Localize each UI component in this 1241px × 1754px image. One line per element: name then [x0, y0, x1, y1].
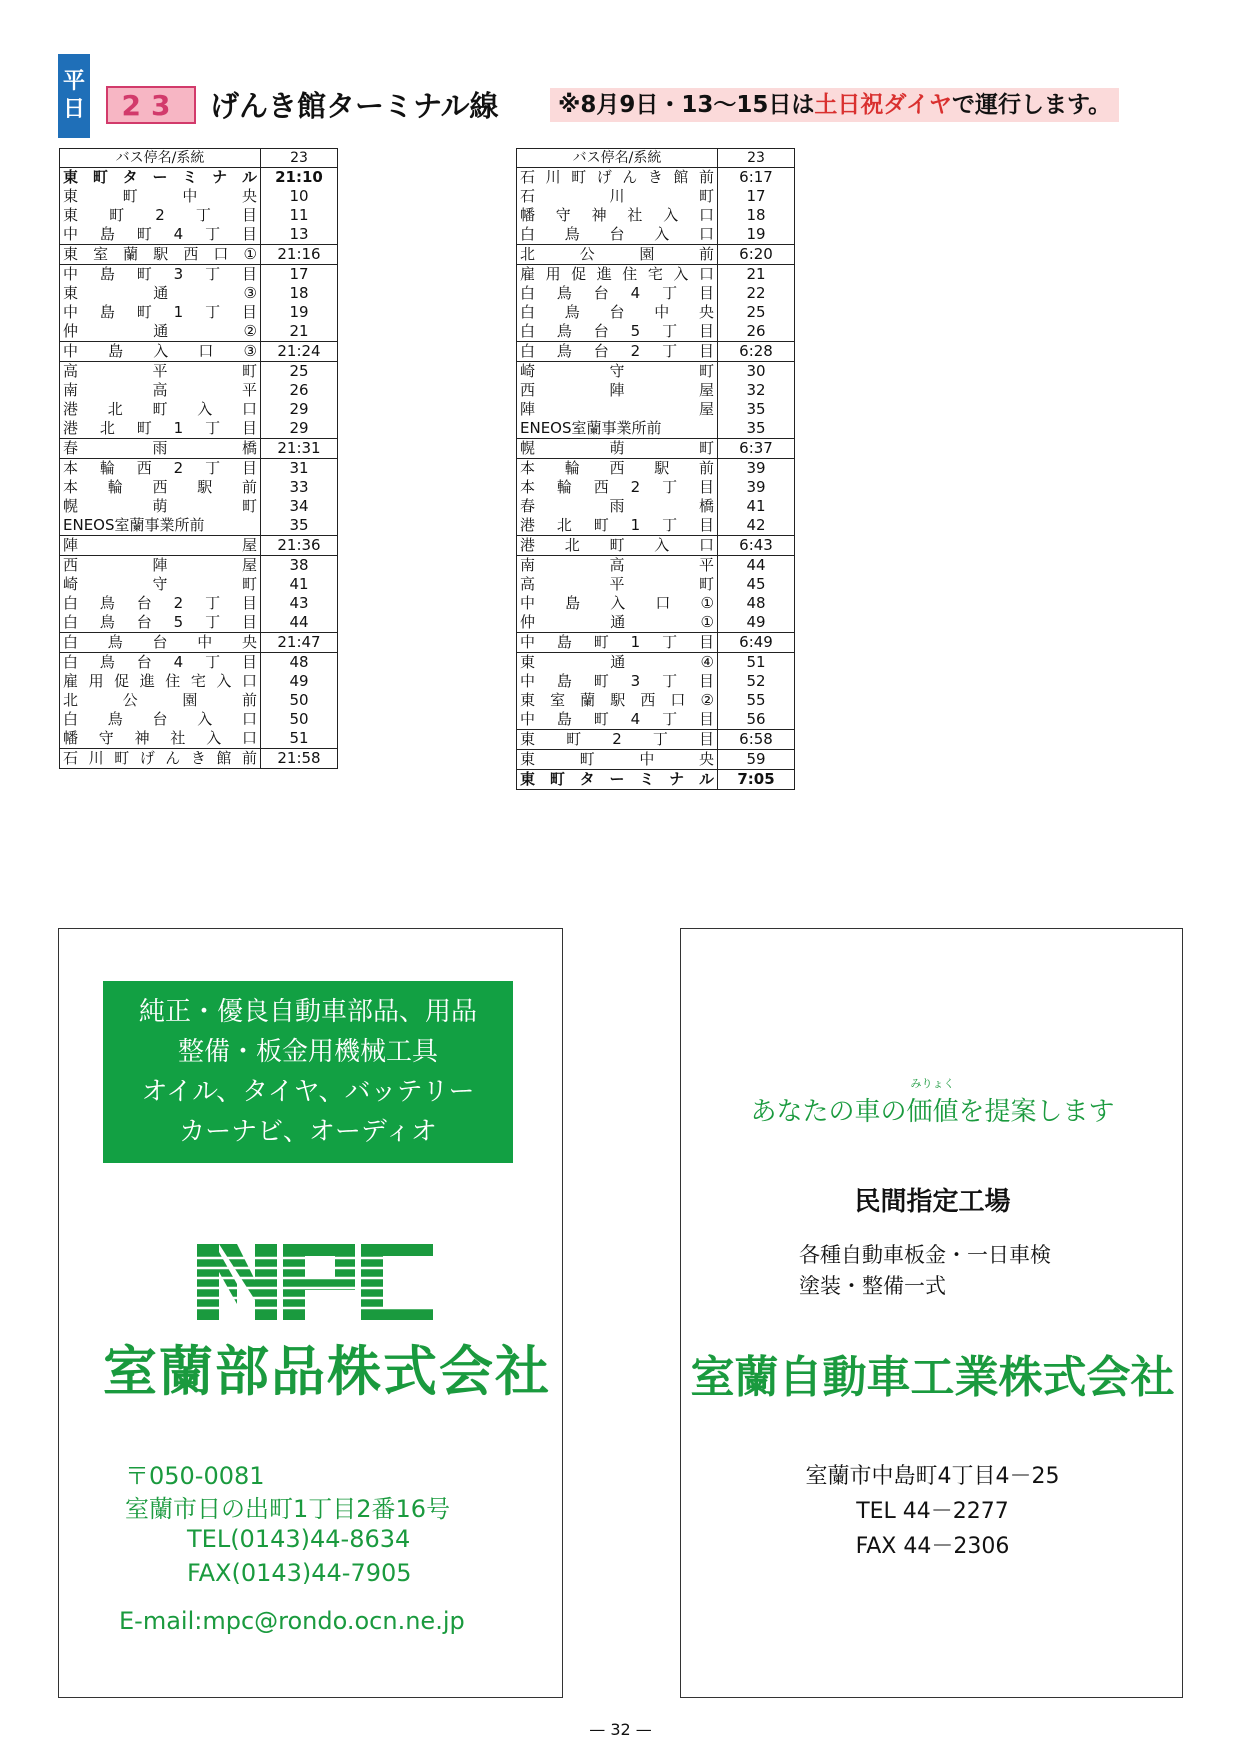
stop-name	[517, 516, 718, 536]
table-row	[517, 206, 795, 225]
departure-time: 52	[718, 672, 795, 691]
stop-name	[517, 225, 718, 245]
stop-name	[517, 770, 718, 790]
postal-code: 〒050-0081	[125, 1462, 265, 1490]
departure-time: 51	[261, 729, 338, 749]
stop-name-text: 本 輪 西 2 丁 目	[63, 459, 257, 477]
stop-name-text: 南 高 平	[63, 381, 257, 399]
column-header-route: 23	[718, 149, 795, 168]
table-row	[60, 322, 338, 342]
stop-name-text: 仲 通 ①	[520, 613, 714, 631]
departure-time: 10	[261, 187, 338, 206]
stop-name	[60, 303, 261, 322]
ad-muroran-parts	[58, 928, 563, 1698]
stop-name	[60, 206, 261, 225]
weekday-badge-char: 平	[62, 69, 85, 94]
table-row	[517, 265, 795, 285]
stop-name-text: 本 輪 西 2 丁 目	[520, 478, 714, 496]
stop-name-text: 東 通 ③	[63, 284, 257, 302]
stop-name-text: 港 北 町 入 口	[520, 536, 714, 554]
product-line: オイル、タイヤ、バッテリー	[141, 1077, 475, 1107]
departure-time: 55	[718, 691, 795, 710]
company-name: 室蘭自動車工業株式会社	[690, 1352, 1175, 1403]
stop-name	[60, 536, 261, 556]
stop-name-text: 白 鳥 台 入 口	[63, 710, 257, 728]
stop-name	[60, 419, 261, 439]
departure-time: 25	[718, 303, 795, 322]
departure-time: 45	[718, 575, 795, 594]
table-row	[60, 168, 338, 188]
notice-highlight: 土日祝ダイヤ	[814, 92, 952, 118]
stop-name-text: 白 鳥 台 中 央	[63, 633, 257, 651]
stop-name	[517, 381, 718, 400]
stop-name-text: 中 島 町 1 丁 目	[63, 303, 257, 321]
table-row	[517, 439, 795, 459]
departure-time: 6:49	[718, 633, 795, 653]
departure-time: 48	[261, 653, 338, 673]
table-row	[60, 419, 338, 439]
departure-time: 30	[718, 362, 795, 382]
stop-name	[60, 265, 261, 285]
mpc-logo	[197, 1244, 433, 1324]
departure-time: 6:17	[718, 168, 795, 188]
table-row	[517, 633, 795, 653]
stop-name	[517, 206, 718, 225]
departure-time: 18	[718, 206, 795, 225]
stop-name	[517, 613, 718, 633]
departure-time: 43	[261, 594, 338, 613]
stop-name	[517, 750, 718, 770]
stop-name-text: 白 鳥 台 4 丁 目	[520, 284, 714, 302]
stop-name	[517, 168, 718, 188]
table-row	[517, 168, 795, 188]
departure-time: 51	[718, 653, 795, 673]
table-row	[517, 284, 795, 303]
stop-name-text: 港 北 町 入 口	[63, 400, 257, 418]
stop-name-text: 仲 通 ②	[63, 322, 257, 340]
page-number: — 32 —	[589, 1720, 652, 1739]
departure-time: 17	[261, 265, 338, 285]
stop-name	[60, 225, 261, 245]
departure-time: 34	[261, 497, 338, 516]
table-row	[517, 536, 795, 556]
column-header-route: 23	[261, 149, 338, 168]
route-name: げんき館ターミナル線	[210, 89, 499, 123]
departure-time: 29	[261, 400, 338, 419]
table-row	[60, 556, 338, 576]
product-line: 整備・板金用機械工具	[177, 1037, 438, 1067]
stop-name-text: 白 鳥 台 2 丁 目	[63, 594, 257, 612]
stop-name	[517, 342, 718, 362]
slogan-part: あなたの車の	[750, 1097, 907, 1127]
departure-time: 59	[718, 750, 795, 770]
departure-time: 35	[718, 419, 795, 439]
slogan-ruby: みりょく	[910, 1077, 955, 1090]
departure-time: 22	[718, 284, 795, 303]
product-list	[103, 981, 513, 1163]
table-row	[60, 633, 338, 653]
stop-name	[517, 245, 718, 265]
stop-name-text: 幌 萌 町	[520, 439, 714, 457]
stop-name	[517, 672, 718, 691]
departure-time: 21:47	[261, 633, 338, 653]
stop-name	[517, 478, 718, 497]
table-row	[60, 478, 338, 497]
table-row	[517, 594, 795, 613]
departure-time: 49	[718, 613, 795, 633]
stop-name	[517, 633, 718, 653]
stop-name-text: 白 鳥 台 入 口	[520, 225, 714, 243]
stop-name	[60, 729, 261, 749]
table-row	[517, 381, 795, 400]
table-row	[517, 362, 795, 382]
departure-time: 44	[718, 556, 795, 576]
stop-name-text: 中 島 町 3 丁 目	[63, 265, 257, 283]
stop-name	[517, 497, 718, 516]
email-address: E-mail:mpc@rondo.ocn.ne.jp	[119, 1607, 465, 1635]
stop-name	[517, 536, 718, 556]
stop-name	[517, 653, 718, 673]
stop-name	[60, 284, 261, 303]
departure-time: 21:36	[261, 536, 338, 556]
table-row	[517, 672, 795, 691]
table-row	[517, 478, 795, 497]
stop-name-text: 白 鳥 台 2 丁 目	[520, 342, 714, 360]
stop-name-text: 中 島 町 4 丁 目	[520, 710, 714, 728]
table-row	[517, 419, 795, 439]
stop-name	[60, 322, 261, 342]
stop-name	[517, 439, 718, 459]
departure-time: 6:43	[718, 536, 795, 556]
stop-name	[60, 439, 261, 459]
departure-time: 21:10	[261, 168, 338, 188]
table-row	[517, 710, 795, 730]
stop-name-text: 北 公 園 前	[63, 691, 257, 709]
stop-name-text: 雇 用 促 進 住 宅 入 口	[63, 672, 257, 690]
stop-name	[517, 265, 718, 285]
route-number: 23	[106, 86, 196, 124]
table-row	[60, 187, 338, 206]
table-row	[60, 284, 338, 303]
table-row	[60, 653, 338, 673]
departure-time: 38	[261, 556, 338, 576]
table-row	[517, 770, 795, 790]
stop-name	[60, 594, 261, 613]
departure-time: 18	[261, 284, 338, 303]
table-row	[60, 613, 338, 633]
stop-name-text: 東 町 2 丁 目	[63, 206, 257, 224]
table-row	[60, 672, 338, 691]
departure-time: 39	[718, 478, 795, 497]
departure-time: 6:20	[718, 245, 795, 265]
stop-name-text: 本 輪 西 駅 前	[520, 459, 714, 477]
departure-time: 31	[261, 459, 338, 479]
stop-name	[60, 459, 261, 479]
table-row	[60, 710, 338, 729]
departure-time: 25	[261, 362, 338, 382]
departure-time: 19	[718, 225, 795, 245]
stop-name	[60, 749, 261, 769]
stop-name-text: 中 島 町 4 丁 目	[63, 225, 257, 243]
departure-time: 26	[261, 381, 338, 400]
table-row	[517, 225, 795, 245]
departure-time: 7:05	[718, 770, 795, 790]
table-row	[60, 749, 338, 769]
stop-name	[60, 575, 261, 594]
stop-name	[517, 419, 718, 439]
departure-time: 26	[718, 322, 795, 342]
stop-name-text: 崎 守 町	[63, 575, 257, 593]
departure-time: 42	[718, 516, 795, 536]
table-row	[60, 536, 338, 556]
stop-name-text: 陣 屋	[63, 536, 257, 554]
stop-name	[517, 730, 718, 750]
departure-time: 21:16	[261, 245, 338, 265]
services-line: 各種自動車板金・一日車検	[799, 1243, 1051, 1267]
column-header-stop: バス停名/系統	[60, 149, 261, 168]
stop-name	[517, 710, 718, 730]
stop-name-text: 東 町 中 央	[63, 187, 257, 205]
timetable-inbound	[516, 148, 795, 790]
departure-time: 32	[718, 381, 795, 400]
departure-time: 6:58	[718, 730, 795, 750]
stop-name-text: 中 島 町 1 丁 目	[520, 633, 714, 651]
stop-name-text: 中 島 入 口 ①	[520, 594, 714, 612]
stop-name-text: 東 通 ④	[520, 653, 714, 671]
stop-name	[60, 245, 261, 265]
stop-name	[517, 187, 718, 206]
stop-name	[517, 691, 718, 710]
stop-name	[60, 710, 261, 729]
stop-name	[60, 653, 261, 673]
table-row	[60, 206, 338, 225]
table-row	[517, 459, 795, 479]
table-row	[60, 691, 338, 710]
table-row	[60, 245, 338, 265]
stop-name	[517, 594, 718, 613]
departure-time: 17	[718, 187, 795, 206]
departure-time: 21:58	[261, 749, 338, 769]
table-row	[517, 653, 795, 673]
stop-name-text: 白 鳥 台 5 丁 目	[63, 613, 257, 631]
departure-time: 11	[261, 206, 338, 225]
stop-name-text: ENEOS室蘭事業所前	[520, 419, 662, 437]
departure-time: 6:37	[718, 439, 795, 459]
stop-name-text: 港 北 町 1 丁 目	[520, 516, 714, 534]
slogan-part: 価値	[906, 1097, 959, 1127]
departure-time: 41	[718, 497, 795, 516]
timetable-outbound	[59, 148, 338, 769]
weekday-badge-char: 日	[62, 97, 85, 122]
departure-time: 21:31	[261, 439, 338, 459]
stop-name-text: 春 雨 橋	[63, 439, 257, 457]
stop-name	[60, 691, 261, 710]
company-name: 室蘭部品株式会社	[103, 1340, 551, 1403]
stop-name-text: 白 鳥 台 4 丁 目	[63, 653, 257, 671]
phone-number: TEL 44－2277	[856, 1499, 1009, 1524]
stop-name	[60, 672, 261, 691]
table-row	[60, 265, 338, 285]
stop-name-text: 石 川 町 げ ん き 館 前	[520, 168, 714, 186]
stop-name-text: ENEOS室蘭事業所前	[63, 516, 205, 534]
departure-time: 48	[718, 594, 795, 613]
fax-number: FAX 44－2306	[855, 1534, 1010, 1559]
departure-time: 21	[261, 322, 338, 342]
departure-time: 49	[261, 672, 338, 691]
slogan	[681, 1077, 1184, 1128]
stop-name-text: 高 平 町	[520, 575, 714, 593]
stop-name	[60, 497, 261, 516]
departure-time: 13	[261, 225, 338, 245]
departure-time: 21:24	[261, 342, 338, 362]
ad-muroran-auto-works	[680, 928, 1183, 1698]
designation: 民間指定工場	[854, 1187, 1011, 1217]
weekday-badge	[58, 54, 90, 138]
stop-name	[517, 400, 718, 419]
stop-name-text: 港 北 町 1 丁 目	[63, 419, 257, 437]
stop-name-text: 崎 守 町	[520, 362, 714, 380]
table-row	[60, 381, 338, 400]
table-row	[60, 362, 338, 382]
stop-name-text: 雇 用 促 進 住 宅 入 口	[520, 265, 714, 283]
stop-name	[60, 342, 261, 362]
table-row	[517, 730, 795, 750]
stop-name-text: 北 公 園 前	[520, 245, 714, 263]
product-line: カーナビ、オーディオ	[179, 1117, 437, 1147]
stop-name-text: 東 町 タ ー ミ ナ ル	[520, 770, 714, 788]
table-row	[517, 556, 795, 576]
table-row	[60, 575, 338, 594]
stop-name-text: 東 町 タ ー ミ ナ ル	[63, 168, 257, 186]
stop-name-text: 西 陣 屋	[520, 381, 714, 399]
stop-name-text: 白 鳥 台 中 央	[520, 303, 714, 321]
stop-name-text: 陣 屋	[520, 400, 714, 418]
table-row	[517, 613, 795, 633]
table-row	[517, 497, 795, 516]
stop-name	[60, 362, 261, 382]
departure-time: 21	[718, 265, 795, 285]
notice-suffix: で運行します。	[951, 92, 1112, 118]
table-row	[60, 342, 338, 362]
stop-name-text: 幌 萌 町	[63, 497, 257, 515]
phone-number: TEL(0143)44-8634	[187, 1525, 411, 1553]
stop-name-text: 高 平 町	[63, 362, 257, 380]
stop-name-text: 東 室 蘭 駅 西 口 ①	[63, 245, 257, 263]
stop-name	[517, 575, 718, 594]
stop-name	[60, 168, 261, 188]
stop-name-text: 東 町 2 丁 目	[520, 730, 714, 748]
stop-name	[60, 633, 261, 653]
stop-name-text: 西 陣 屋	[63, 556, 257, 574]
departure-time: 6:28	[718, 342, 795, 362]
table-row	[517, 400, 795, 419]
stop-name	[60, 613, 261, 633]
table-row	[517, 691, 795, 710]
stop-name	[517, 459, 718, 479]
table-row	[60, 400, 338, 419]
table-row	[60, 225, 338, 245]
table-row	[60, 459, 338, 479]
stop-name	[517, 303, 718, 322]
stop-name-text: 幡 守 神 社 入 口	[63, 729, 257, 747]
company-address: 室蘭市中島町4丁目4－25	[805, 1464, 1060, 1489]
table-row	[60, 439, 338, 459]
stop-name	[60, 478, 261, 497]
fax-number: FAX(0143)44-7905	[187, 1559, 412, 1587]
stop-name-text: 中 島 町 3 丁 目	[520, 672, 714, 690]
schedule-notice	[550, 88, 1119, 122]
product-line: 純正・優良自動車部品、用品	[138, 997, 477, 1027]
column-header-stop: バス停名/系統	[517, 149, 718, 168]
departure-time: 50	[261, 691, 338, 710]
stop-name	[517, 322, 718, 342]
stop-name-text: 石 川 町 げ ん き 館 前	[63, 749, 257, 767]
stop-name-text: 本 輪 西 駅 前	[63, 478, 257, 496]
table-row	[517, 750, 795, 770]
stop-name	[60, 516, 261, 536]
table-row	[60, 303, 338, 322]
table-row	[517, 322, 795, 342]
company-address: 室蘭市日の出町1丁目2番16号	[125, 1495, 451, 1523]
stop-name-text: 南 高 平	[520, 556, 714, 574]
stop-name-text: 春 雨 橋	[520, 497, 714, 515]
table-row	[60, 594, 338, 613]
departure-time: 35	[718, 400, 795, 419]
stop-name-text: 石 川 町	[520, 187, 714, 205]
departure-time: 29	[261, 419, 338, 439]
departure-time: 39	[718, 459, 795, 479]
table-row	[517, 303, 795, 322]
departure-time: 33	[261, 478, 338, 497]
stop-name	[517, 362, 718, 382]
table-row	[517, 245, 795, 265]
table-row	[60, 729, 338, 749]
slogan-part: を提案します	[958, 1097, 1115, 1127]
stop-name-text: 中 島 入 口 ③	[63, 342, 257, 360]
stop-name	[517, 284, 718, 303]
stop-name-text: 東 室 蘭 駅 西 口 ②	[520, 691, 714, 709]
table-row	[517, 187, 795, 206]
table-row	[60, 516, 338, 536]
table-row	[517, 342, 795, 362]
stop-name	[60, 381, 261, 400]
departure-time: 35	[261, 516, 338, 536]
departure-time: 44	[261, 613, 338, 633]
stop-name	[60, 400, 261, 419]
table-row	[517, 575, 795, 594]
table-row	[517, 516, 795, 536]
table-row	[60, 497, 338, 516]
stop-name	[60, 187, 261, 206]
stop-name-text: 白 鳥 台 5 丁 目	[520, 322, 714, 340]
stop-name-text: 東 町 中 央	[520, 750, 714, 768]
departure-time: 56	[718, 710, 795, 730]
departure-time: 41	[261, 575, 338, 594]
stop-name-text: 幡 守 神 社 入 口	[520, 206, 714, 224]
departure-time: 19	[261, 303, 338, 322]
services-line: 塗装・整備一式	[799, 1274, 946, 1298]
departure-time: 50	[261, 710, 338, 729]
notice-prefix: ※8月9日・13〜15日は	[558, 92, 815, 118]
stop-name	[517, 556, 718, 576]
stop-name	[60, 556, 261, 576]
